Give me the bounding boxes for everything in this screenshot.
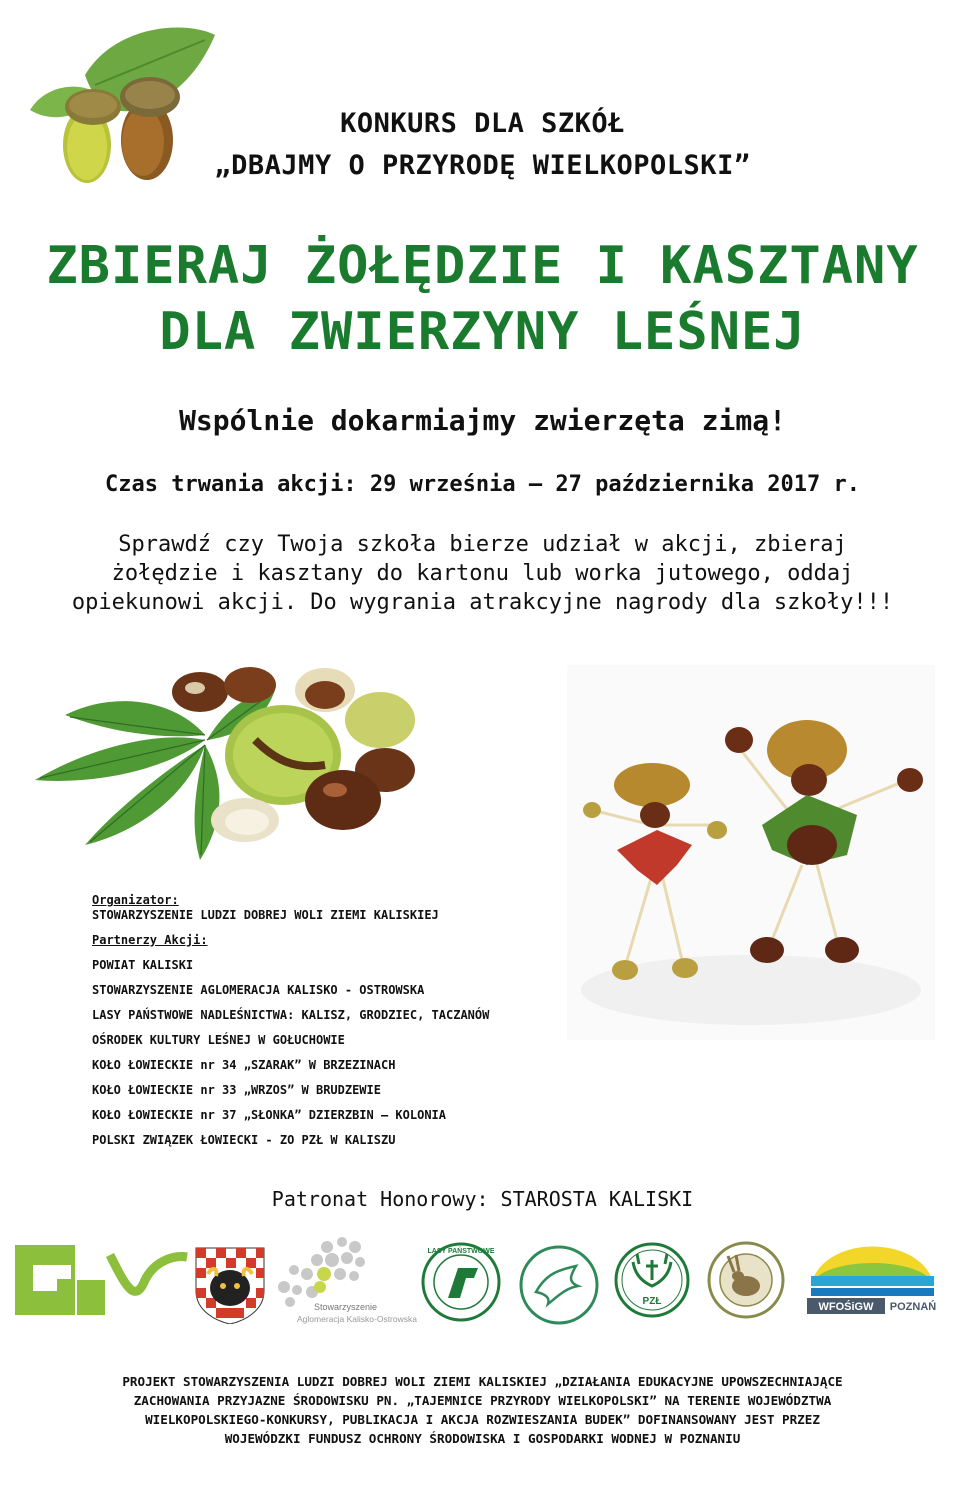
organizer-label: Organizator: <box>92 893 179 907</box>
partner-item: KOŁO ŁOWIECKIE nr 34 „SZARAK” W BRZEZINACH <box>92 1058 396 1072</box>
partner-item: OŚRODEK KULTURY LEŚNEJ W GOŁUCHOWIE <box>92 1033 345 1047</box>
bird-logo <box>518 1244 600 1326</box>
partner-item: LASY PAŃSTWOWE NADLEŚNICTWA: KALISZ, GRODZIEC, TACZANÓW <box>92 1008 490 1022</box>
contest-header-line2: „DBAJMY O PRZYRODĘ WIELKOPOLSKI” <box>214 150 751 181</box>
aglomeracja-line2: Aglomeracja Kalisko-Ostrowska <box>297 1314 417 1324</box>
wfosigw-label: WFOŚiGW <box>818 1301 874 1313</box>
main-title-line2: DLA ZWIERZYNY LEŚNEJ <box>159 302 806 362</box>
pzl-label: PZŁ <box>642 1296 662 1307</box>
kolo-szarak-logo <box>706 1240 786 1320</box>
duration: Czas trwania akcji: 29 września – 27 października 2017 r. <box>105 472 860 497</box>
lasy-label: LASY PAŃSTWOWE <box>427 1248 495 1255</box>
description-line: opiekunowi akcji. Do wygrania atrakcyjne nagrody dla szkoły!!! <box>71 590 894 615</box>
partner-item: POWIAT KALISKI <box>92 958 194 972</box>
footer-line: WOJEWÓDZKI FUNDUSZ OCHRONY ŚRODOWISKA I GOSPODARKI WODNEJ W POZNANIU <box>224 1431 741 1446</box>
description <box>0 530 965 617</box>
partners-label: Partnerzy Akcji: <box>92 933 208 947</box>
organizer-section <box>92 893 489 1158</box>
main-title-line1: ZBIERAJ ŻOŁĘDZIE I KASZTANY <box>46 236 919 296</box>
lasy-panstwowe-logo <box>420 1240 502 1324</box>
aglomeracja-line1: Stowarzyszenie <box>314 1302 378 1312</box>
chestnut-figures-image <box>567 665 935 1040</box>
footer-line: PROJEKT STOWARZYSZENIA LUDZI DOBREJ WOLI ZIEMI KALISKIEJ „DZIAŁANIA EDUKACYJNE UPOWSZECHNIAJĄCE <box>122 1374 843 1389</box>
powiat-kaliski-coat-of-arms <box>194 1246 266 1324</box>
honorary-patron: Patronat Honorowy: STAROSTA KALISKI <box>271 1187 694 1211</box>
partner-item: KOŁO ŁOWIECKIE nr 37 „SŁONKA” DZIERZBIN – KOLONIA <box>92 1108 447 1122</box>
aglomeracja-logo <box>272 1232 417 1330</box>
slogan: Wspólnie dokarmiajmy zwierzęta zimą! <box>179 404 786 437</box>
footer-line: WIELKOPOLSKIEGO-KONKURSY, PUBLIKACJA I AKCJA ROZWIESZANIA BUDEK” DOFINANSOWANY JEST PRZEZ <box>145 1412 820 1427</box>
partner-item: KOŁO ŁOWIECKIE nr 33 „WRZOS” W BRUDZEWIE <box>92 1083 381 1097</box>
contest-header-line1: KONKURS DLA SZKÓŁ <box>340 108 625 139</box>
association-logo <box>15 1245 190 1317</box>
project-footer <box>70 1372 895 1448</box>
partner-item: POLSKI ZWIĄZEK ŁOWIECKI - ZO PZŁ W KALISZU <box>92 1133 396 1147</box>
description-line: Sprawdź czy Twoja szkoła bierze udział w akcji, zbieraj <box>118 532 847 557</box>
wfosigw-logo <box>805 1238 940 1318</box>
poznan-label: POZNAŃ <box>889 1301 937 1313</box>
pzl-logo <box>613 1240 691 1320</box>
partner-item: STOWARZYSZENIE AGLOMERACJA KALISKO - OSTROWSKA <box>92 983 425 997</box>
organizer-name: STOWARZYSZENIE LUDZI DOBREJ WOLI ZIEMI KALISKIEJ <box>92 908 439 922</box>
description-line: żołędzie i kasztany do kartonu lub worka jutowego, oddaj <box>111 561 854 586</box>
chestnuts-image <box>25 660 420 860</box>
footer-line: ZACHOWANIA PRZYJAZNE ŚRODOWISKU PN. „TAJEMNICE PRZYRODY WIELKOPOLSKI” NA TERENIE WOJEWÓDZTWA <box>133 1393 832 1408</box>
